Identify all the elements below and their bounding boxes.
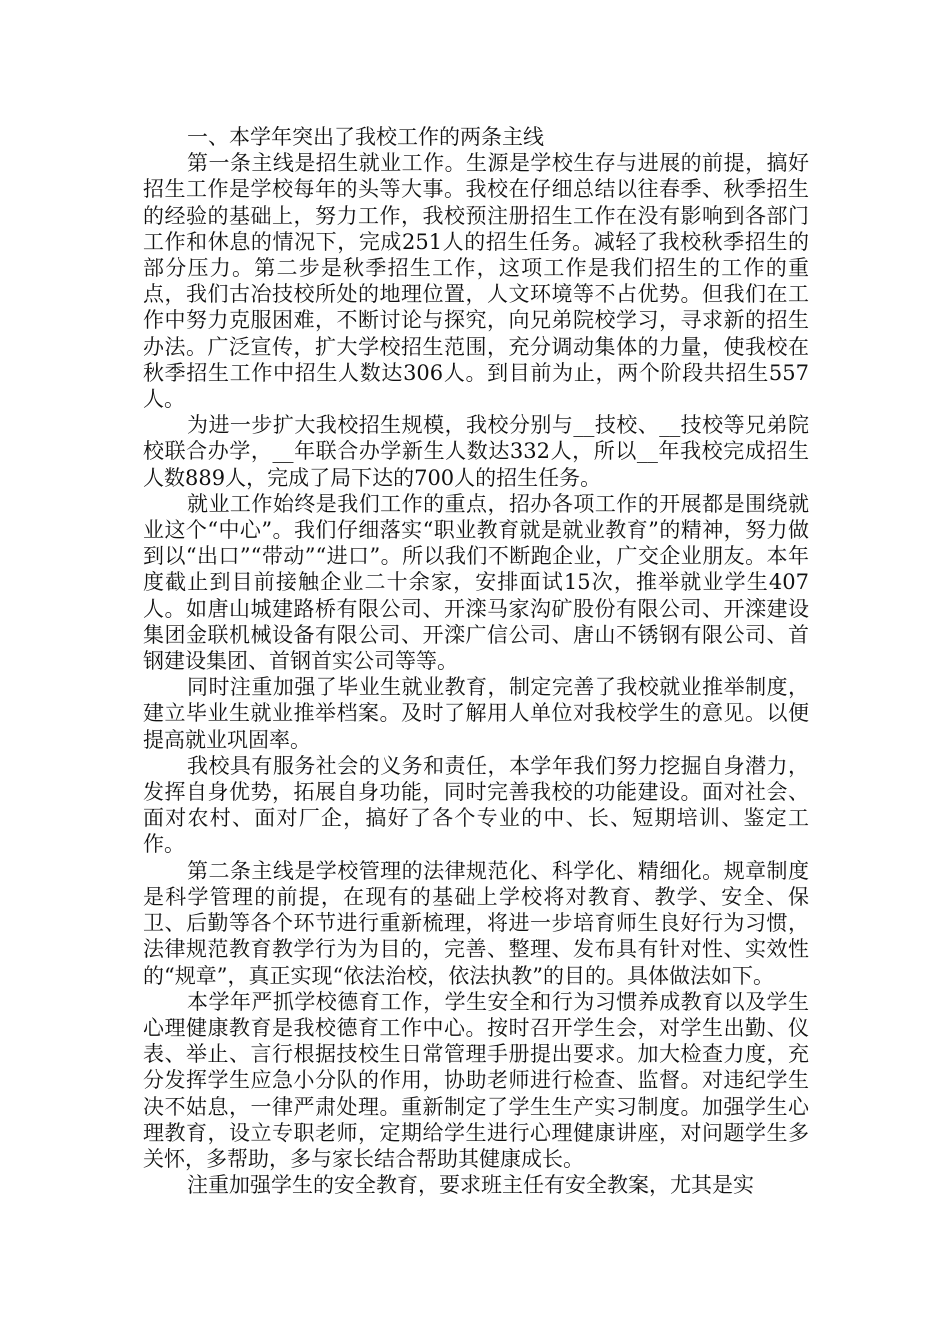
paragraph-employment-work: 就业工作始终是我们工作的重点，招办各项工作的开展都是围绕就业这个“中心”。我们仔细落实“职业教育就是就业教育”的精神，努力做到以“出口”“带动”“进口”。所以我们不断跑企业，广交企业朋友。本年度截止到目前接触企业二十余家，安排面试15次，推举就业学生407人。如唐山城建路桥有限公司、开滦马家沟矿股份有限公司、开滦建设集团金联机械设备有限公司、开滦广信公司、唐山不锈钢有限公司、首钢建设集团、首钢首实公司等等。 [143, 491, 809, 674]
section-heading: 一、本学年突出了我校工作的两条主线 [187, 125, 544, 149]
paragraph-school-management: 第二条主线是学校管理的法律规范化、科学化、精细化。规章制度是科学管理的前提，在现有的基础上学校将对教育、教学、安全、保卫、后勤等各个环节进行重新梳理，将进一步培育师生良好行为习惯，法律规范教育教学行为为目的，完善、整理、发布具有针对性、实效性的“规章”，真正实现“依法治校，依法执教”的目的。具体做法如下。 [143, 858, 809, 988]
paragraph-joint-schooling: 为进一步扩大我校招生规模，我校分别与__技校、__技校等兄弟院校联合办学，__年联合办学新生人数达332人，所以__年我校完成招生人数889人，完成了局下达的700人的招生任务。 [143, 413, 809, 490]
document-page [143, 124, 809, 1198]
paragraph-social-service: 我校具有服务社会的义务和责任，本学年我们努力挖掘自身潜力，发挥自身优势，拓展自身功能，同时完善我校的功能建设。面对社会、面对农村、面对厂企，搞好了各个专业的中、长、短期培训、鉴定工作。 [143, 753, 809, 857]
paragraph-graduate-education: 同时注重加强了毕业生就业教育，制定完善了我校就业推举制度，建立毕业生就业推举档案。及时了解用人单位对我校学生的意见。以便提高就业巩固率。 [143, 675, 809, 752]
paragraph-enrollment-employment: 第一条主线是招生就业工作。生源是学校生存与进展的前提，搞好招生工作是学校每年的头等大事。我校在仔细总结以往春季、秋季招生的经验的基础上，努力工作，我校预注册招生工作在没有影响到各部门工作和休息的情况下，完成251人的招生任务。减轻了我校秋季招生的部分压力。第二步是秋季招生工作，这项工作是我们招生的工作的重点，我们古冶技校所处的地理位置，人文环境等不占优势。但我们在工作中努力克服困难，不断讨论与探究，向兄弟院校学习，寻求新的招生办法。广泛宣传，扩大学校招生范围，充分调动集体的力量，使我校在秋季招生工作中招生人数达306人。到目前为止，两个阶段共招生557人。 [143, 151, 809, 412]
paragraph-moral-education: 本学年严抓学校德育工作，学生安全和行为习惯养成教育以及学生心理健康教育是我校德育工作中心。按时召开学生会，对学生出勤、仪表、举止、言行根据技校生日常管理手册提出要求。加大检查力度，充分发挥学生应急小分队的作用，协助老师进行检查、监督。对违纪学生决不姑息，一律严肃处理。重新制定了学生生产实习制度。加强学生心理教育，设立专职老师，定期给学生进行心理健康讲座，对问题学生多关怀，多帮助，多与家长结合帮助其健康成长。 [143, 989, 809, 1171]
paragraph-safety-education: 注重加强学生的安全教育，要求班主任有安全教案，尤其是实 [187, 1173, 754, 1198]
